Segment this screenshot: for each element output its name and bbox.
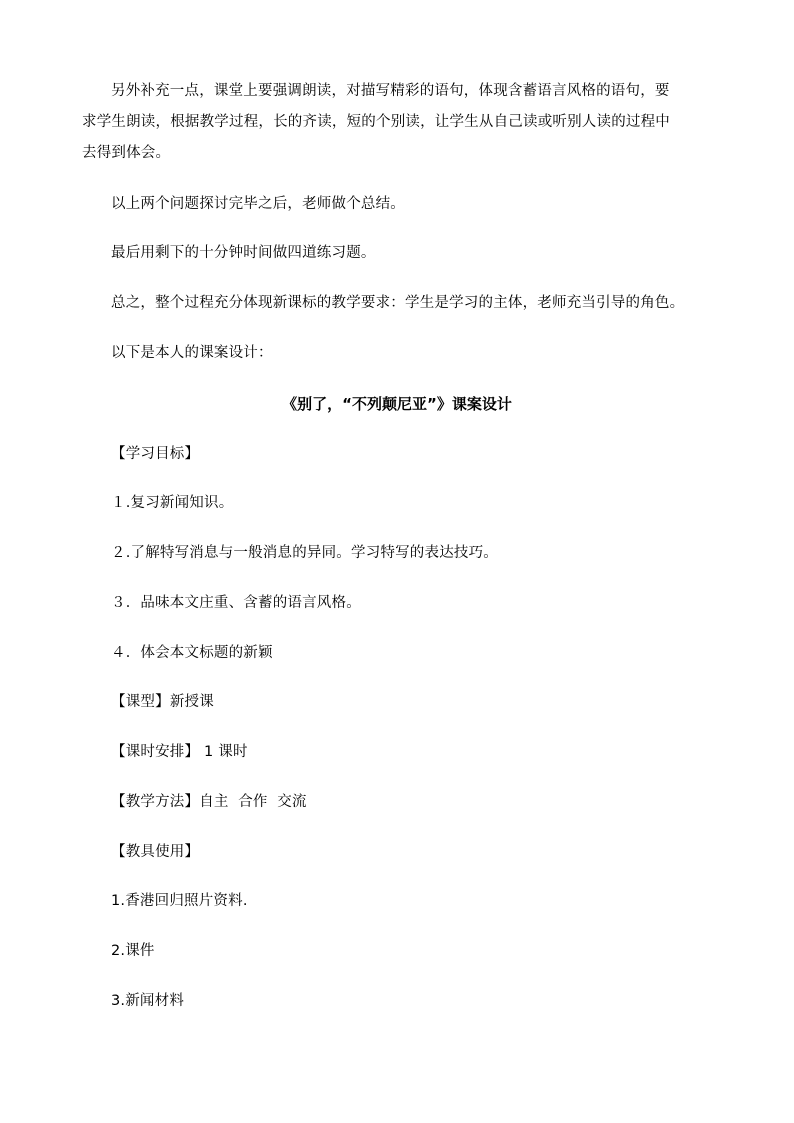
tool-item: 2.课件 xyxy=(111,943,155,959)
objective-item: ３．品味本文庄重、含蓄的语言风格。 xyxy=(111,595,361,611)
paragraph-line: 另外补充一点，课堂上要强调朗读，对描写精彩的语句，体现含蓄语言风格的语句，要 xyxy=(111,83,670,99)
paragraph: 总之，整个过程充分体现新课标的教学要求：学生是学习的主体，老师充当引导的角色。 xyxy=(111,295,685,311)
objective-item: ２.了解特写消息与一般消息的异同。学习特写的表达技巧。 xyxy=(111,545,499,561)
schedule-line xyxy=(111,742,248,762)
schedule-label: 【课时安排】 xyxy=(111,744,200,760)
lesson-type-line xyxy=(111,692,214,712)
methods-label: 【教学方法】 xyxy=(111,794,200,810)
paragraph: 以下是本人的课案设计： xyxy=(111,345,273,361)
tools-heading: 【教具使用】 xyxy=(111,844,200,860)
objective-item: １.复习新闻知识。 xyxy=(111,495,234,511)
lesson-type-label: 【课型】 xyxy=(111,694,170,710)
schedule-value: 1 课时 xyxy=(199,744,248,760)
methods-value: 自主 合作 交流 xyxy=(199,794,307,810)
tool-item: 3.新闻材料 xyxy=(111,993,185,1009)
tool-item: 1.香港回归照片资料. xyxy=(111,893,248,909)
paragraph: 最后用剩下的十分钟时间做四道练习题。 xyxy=(111,245,376,261)
objectives-heading: 【学习目标】 xyxy=(111,446,200,462)
lesson-type-value: 新授课 xyxy=(169,694,214,710)
lesson-title: 《别了，“不列颠尼亚”》课案设计 xyxy=(282,395,512,413)
paragraph-line: 去得到体会。 xyxy=(82,145,171,161)
methods-line xyxy=(111,792,307,812)
paragraph-line: 求学生朗读，根据教学过程，长的齐读，短的个别读，让学生从自己读或听别人读的过程中 xyxy=(82,114,670,130)
objective-item: ４．体会本文标题的新颖 xyxy=(111,645,273,661)
paragraph: 以上两个问题探讨完毕之后，老师做个总结。 xyxy=(111,196,405,212)
